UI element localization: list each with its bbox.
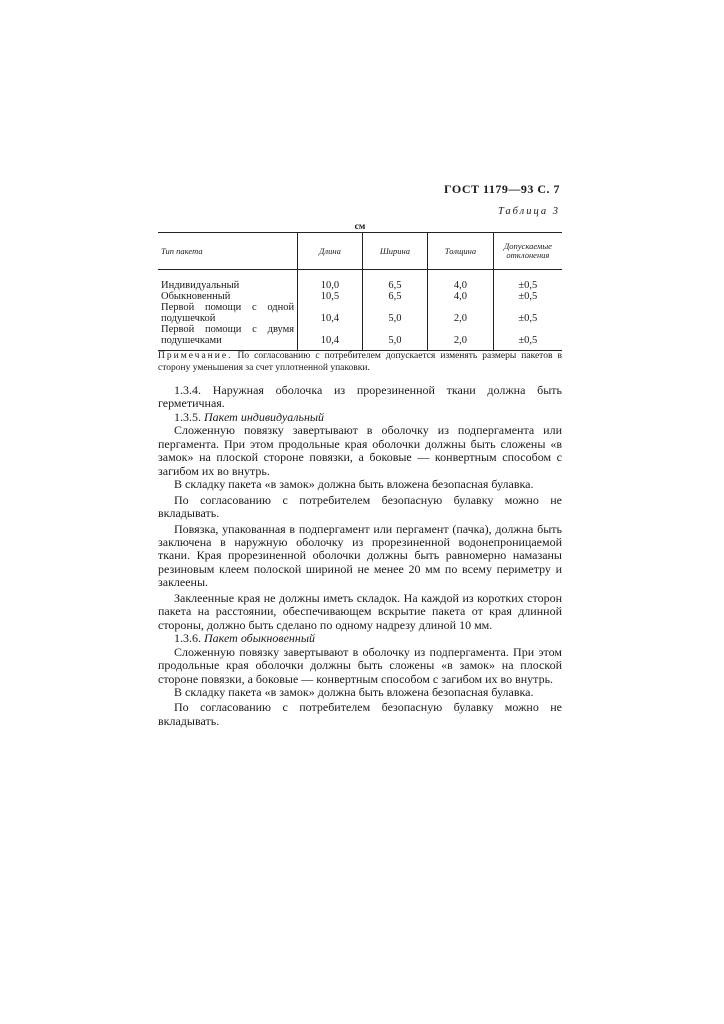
column-header-type: Тип пакета [158,233,298,270]
cell-thickness: 2,0 [428,324,494,351]
paragraph-1-3-4: 1.3.4. Наружная оболочка из прорезиненной ткани должна быть герметичная. [158,383,562,411]
paragraph: В складку пакета «в замок» должна быть вложена безопасная булавка. [174,477,534,492]
cell-tolerance: ±0,5 [493,270,562,292]
cell-length: 10,5 [298,291,363,302]
paragraph: Сложенную повязку завертывают в оболочку из подпергамента или пергамента. При этом продольные края оболочки должны быть сложены «в замок» на плоской стороне повязки, а боковые — конвертным способом с загибом их во внутрь. [158,423,562,478]
dimensions-table [158,232,562,351]
paragraph: По согласованию с потребителем безопасную булавку можно не вкладывать. [158,492,562,521]
paragraph: Заклеенные края не должны иметь складок. На каждой из коротких сторон пакета на расстоянии, обеспечивающем вскрытие пакета от края длинной стороны, должно быть сделано по одному надрезу длиной 10 мм. [158,590,562,632]
table-row [158,291,562,302]
table-header-row [158,233,562,270]
table-note [158,350,562,374]
section-number: 1.3.5. [174,409,204,424]
cell-tolerance: ±0,5 [493,302,562,324]
section-number: 1.3.6. [174,631,204,646]
paragraph: По согласованию с потребителем безопасную булавку можно не вкладывать. [158,700,562,728]
table-unit: см [354,222,366,232]
section-title: Пакет обыкновенный [204,631,315,646]
paragraph: Сложенную повязку завертывают в оболочку из подпергамента. При этом продольные края оболочки должны быть сложены «в замок» на плоской стороне повязки, а боковые — конвертным способом с загибом их во внутрь. [158,644,562,686]
cell-type-wrap [158,302,298,324]
cell-length: 10,4 [298,302,363,324]
cell-width: 5,0 [362,324,427,351]
cell-length: 10,4 [298,324,363,351]
cell-thickness: 2,0 [428,302,494,324]
cell-tolerance: ±0,5 [493,291,562,302]
note-heading: Примечание. [158,351,233,361]
table-label: Таблица 3 [497,206,560,217]
cell-type: Первой помощи с двумя подушечками [161,324,295,346]
page-header: ГОСТ 1179—93 С. 7 [444,182,560,196]
section-title: Пакет индивидуальный [204,409,325,424]
cell-thickness: 4,0 [428,270,494,292]
column-header-width: Ширина [362,233,427,270]
section-heading-1-3-6 [158,632,562,645]
table-row [158,324,562,351]
cell-length: 10,0 [298,270,363,292]
note-text: По согласованию с потребителем допускается изменять размеры пакетов в сторону уменьшения за счет уплотненной упаковки. [158,351,562,373]
cell-width: 6,5 [362,291,427,302]
column-header-thickness: Толщина [428,233,494,270]
cell-thickness: 4,0 [428,291,494,302]
column-header-length: Длина [298,233,363,270]
cell-width: 6,5 [362,270,427,292]
paragraph: Повязка, упакованная в подпергамент или пергамент (пачка), должна быть заключена в наружную оболочку из прорезиненной водонепроницаемой ткани. Края прорезиненной оболочки должны быть равномерно намазаны резиновым клеем полоской шириной не менее 20 мм по всему периметру и заклеены. [158,521,562,590]
body-text [158,384,562,728]
table-row [158,270,562,292]
section-heading-1-3-5 [158,411,562,424]
cell-type-wrap [158,324,298,351]
column-header-tolerance: Допускаемые отклонения [493,233,562,270]
paragraph: В складку пакета «в замок» должна быть вложена безопасная булавка. [174,684,534,699]
cell-type: Первой помощи с одной подушечкой [161,302,295,324]
cell-width: 5,0 [362,302,427,324]
table-row [158,302,562,324]
cell-type: Обыкновенный [161,291,231,302]
cell-type: Индивидуальный [161,280,240,291]
cell-tolerance: ±0,5 [493,324,562,351]
